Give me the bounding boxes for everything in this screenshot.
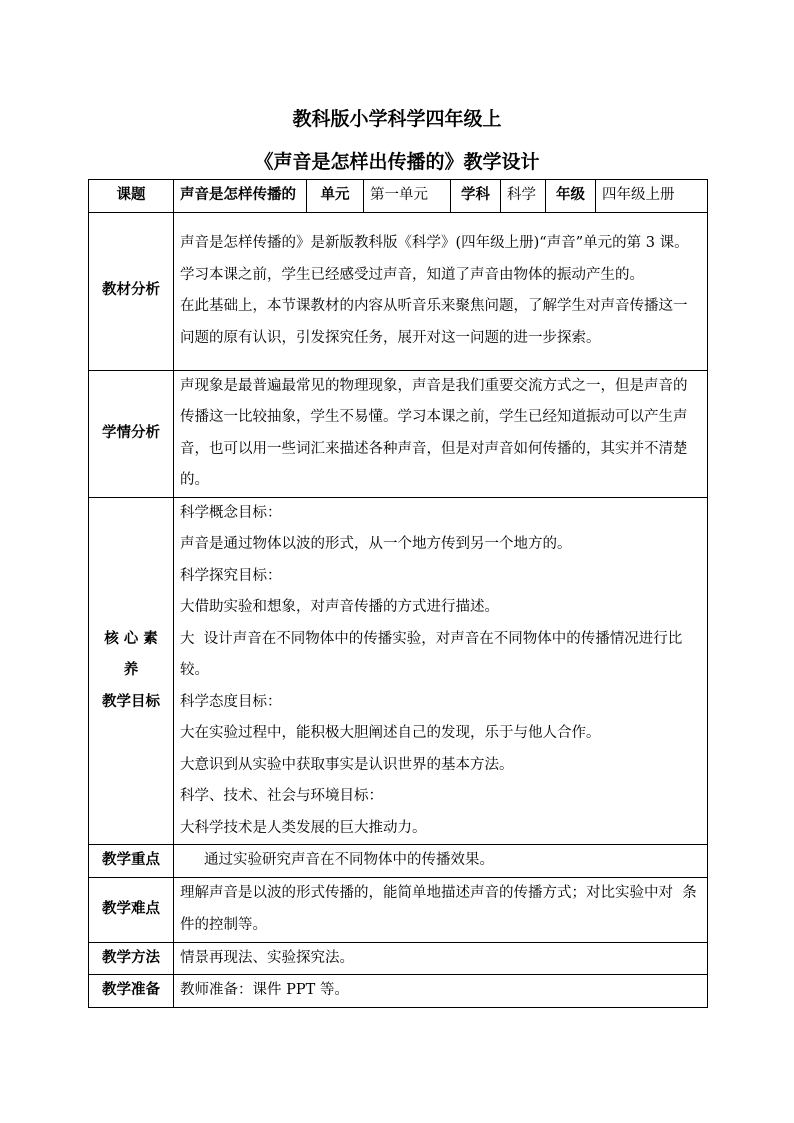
preparation-value: 教师准备：课件 PPT 等。 (174, 975, 708, 1008)
goal-line: 声音是通过物体以波的形式，从一个地方传到另一个地方的。 (180, 536, 572, 552)
core-goals-content (174, 497, 708, 845)
key-point-row (89, 845, 708, 878)
preparation-row (89, 975, 708, 1008)
textbook-analysis-paragraph: 在此基础上，本节课教材的内容从听音乐来聚焦问题，了解学生对声音传播这一问题的原有认识，引发探究任务，展开对这一问题的进一步探索。 (180, 298, 688, 346)
topic-label: 课题 (89, 180, 174, 213)
grade-label: 年级 (546, 180, 596, 213)
goal-line: 科学、技术、社会与环境目标： (180, 788, 383, 804)
student-analysis-content (174, 370, 708, 497)
subject-value: 科学 (501, 180, 546, 213)
key-point-value: 通过实验研究声音在不同物体中的传播效果。 (174, 845, 708, 878)
textbook-analysis-content (174, 212, 708, 370)
difficulty-value: 理解声音是以波的形式传播的，能简单地描述声音的传播方式；对比实验中对 条件的控制等。 (174, 877, 708, 942)
student-analysis-paragraph: 声现象是最普遍最常见的物理现象，声音是我们重要交流方式之一，但是声音的传播这一比较抽象，学生不易懂。学习本课之前，学生已经知道振动可以产生声音，也可以用一些词汇来描述各种声音，但是对声音如何传播的，其实并不清楚的。 (180, 377, 688, 488)
textbook-analysis-label: 教材分析 (89, 212, 174, 370)
grade-value: 四年级上册 (596, 180, 708, 213)
document-subtitle: 《声音是怎样出传播的》教学设计 (254, 151, 540, 173)
core-goals-label-line1: 核 心 素 养 (104, 630, 158, 678)
preparation-label: 教学准备 (89, 975, 174, 1008)
core-goals-label-line2: 教学目标 (102, 693, 160, 710)
method-row (89, 942, 708, 975)
method-value: 情景再现法、实验探究法。 (174, 942, 708, 975)
goal-line: 大科学技术是人类发展的巨大推动力。 (180, 819, 427, 836)
student-analysis-label: 学情分析 (89, 370, 174, 497)
lesson-plan-table (88, 179, 708, 1008)
subject-label: 学科 (451, 180, 501, 213)
student-analysis-row (89, 370, 708, 497)
textbook-analysis-row (89, 212, 708, 370)
unit-value: 第一单元 (364, 180, 451, 213)
method-label: 教学方法 (89, 942, 174, 975)
difficulty-row (89, 877, 708, 942)
goal-line: 科学探究目标： (180, 567, 282, 584)
header-row (89, 180, 708, 213)
goal-line: 大在实验过程中，能积极大胆阐述自己的发现，乐于与他人合作。 (180, 725, 601, 741)
goal-line: 大借助实验和想象，对声音传播的方式进行描述。 (180, 599, 499, 615)
goal-line: 大 设计声音在不同物体中的传播实验，对声音在不同物体中的传播情况进行比较。 (180, 630, 683, 678)
textbook-analysis-paragraph: 声音是怎样传播的》是新版教科版《科学》(四年级上册)“声音”单元的第 3 课。学习本课之前，学生已经感受过声音，知道了声音由物体的振动产生的。 (180, 235, 689, 283)
difficulty-label: 教学难点 (89, 877, 174, 942)
key-point-label: 教学重点 (89, 845, 174, 878)
core-goals-label (89, 497, 174, 845)
goal-line: 科学概念目标： (180, 504, 282, 521)
goal-line: 科学态度目标： (180, 693, 282, 710)
topic-value: 声音是怎样传播的 (174, 180, 307, 213)
document-title: 教科版小学科学四年级上 (292, 108, 502, 130)
unit-label: 单元 (307, 180, 364, 213)
goal-line: 大意识到从实验中获取事实是认识世界的基本方法。 (180, 756, 514, 773)
core-goals-row (89, 497, 708, 845)
